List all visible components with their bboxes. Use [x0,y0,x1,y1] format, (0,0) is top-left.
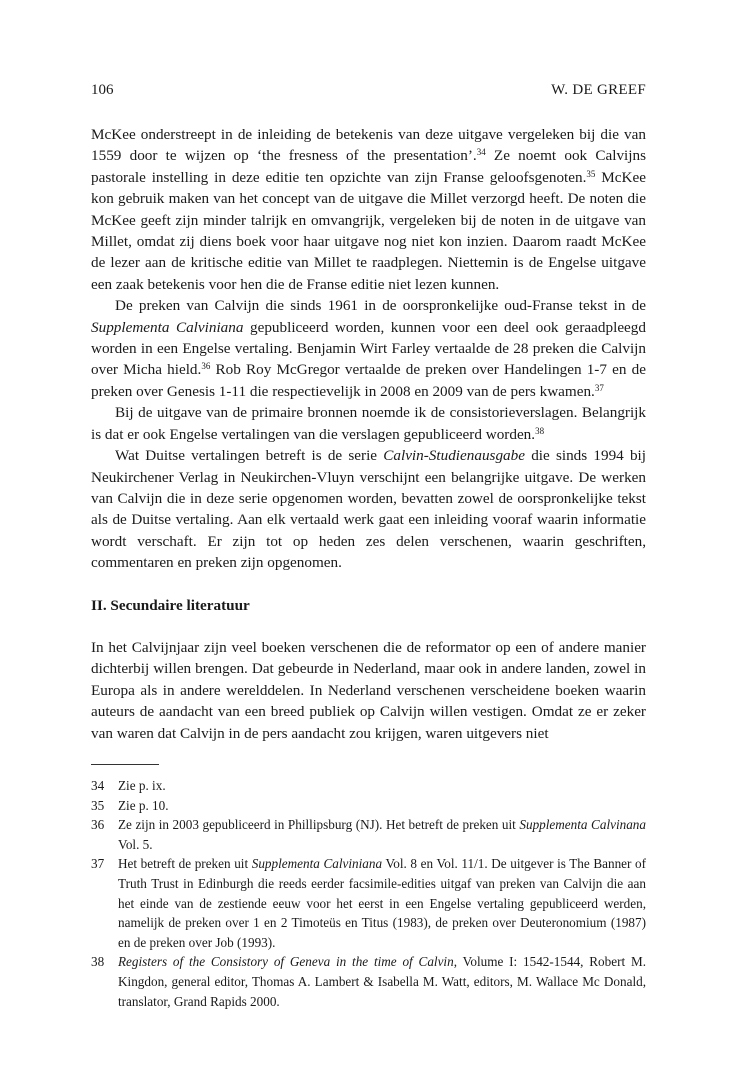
footnote-divider [91,764,159,765]
paragraph: McKee onderstreept in de inleiding de betekenis van deze uitgave vergeleken bij die van 1559 door te wijzen op ‘the fresness of the presentation’.$^{34}$ Ze noemt ook Calvijns pastorale instelling in deze editie ten opzichte van zijn Franse geloofsgenoten.$^{35}$ McKee kon gebruik maken van het concept van de uitgave die Millet verzorgd heeft. De noten die McKee geeft zijn minder talrijk en omvangrijk, vergeleken bij de noten in de uitgave van Millet, omdat zij diens boek voor haar uitgave nog niet kon inzien. Daarom raadt McKee de lezer aan de kritische editie van Millet te raadplegen. Niettemin is de Engelse uitgave een zaak betekenis voor hen die de Franse editie niet lezen kunnen. [91,126,646,293]
footnote-ref: 37 [594,382,604,393]
footnote-ref: 35 [586,168,596,179]
footnote: 35 Zie p. 10. [91,796,646,816]
page [91,0,646,1068]
page-number: 106 [91,82,114,98]
paragraph: Wat Duitse vertalingen betreft is de serie Calvin-Studienausgabe die sinds 1994 bij Neukirchener Verlag in Neukirchen-Vluyn verschijnt een belangrijke uitgave. De werken van Calvijn die in deze serie opgenomen worden, bevatten zowel de oorspronkelijke tekst als de Duitse vertaling. Aan elk vertaald werk gaat een inleiding vooraf waarin informatie wordt verschaft. Er zijn tot op heden zes delen verschenen, waarin geschriften, commentaren en preken zijn opgenomen. [91,447,646,572]
footnote-ref: 36 [201,361,211,372]
footnote: 36 Ze zijn in 2003 gepubliceerd in Phillipsburg (NJ). Het betreft de preken uit Supplementa Calvinana Vol. 5. [91,817,646,852]
footnote-number: 36 [91,817,105,833]
paragraph: De preken van Calvijn die sinds 1961 in de oorspronkelijke oud-Franse tekst in de Supplementa Calviniana gepubliceerd worden, kunnen voor een deel ook geraadpleegd worden in een Engelse vertaling. Benjamin Wirt Farley vertaalde de 28 preken die Calvijn over Micha hield.$^{36}$ Rob Roy McGregor vertaalde de preken over Handelingen 1-7 en de preken over Genesis 1-11 die respectievelijk in 2008 en 2009 van de pers kwamen.$^{37}$ [91,297,646,400]
body-text [91,124,646,744]
paragraph: Bij de uitgave van de primaire bronnen noemde ik de consistorieverslagen. Belangrijk is dat er ook Engelse vertalingen van die verslagen gepubliceerd worden.$^{38}$ [91,404,646,443]
footnotes [91,776,646,1011]
section-heading: II. Secundaire literatuur [91,596,250,614]
footnote-ref: 34 [476,147,486,158]
footnote: 38 Registers of the Consistory of Geneva in the time of Calvin, Volume I: 1542-1544, Robert M. Kingdon, general editor, Thomas A. Lambert & Isabella M. Watt, editors, M. Wallace Mc Donald, translator, Grand Rapids 2000. [91,954,646,1009]
running-head: W. DE GREEF [551,82,646,98]
footnote-number: 35 [91,797,105,813]
footnote-number: 34 [91,778,105,793]
paragraph: In het Calvijnjaar zijn veel boeken verschenen die de reformator op een of andere manier dichterbij willen brengen. Dat gebeurde in Nederland, maar ook in andere landen, zowel in Europa als in andere werelddelen. In Nederland verschenen verscheidene boeken waarin auteurs de aandacht van een breed publiek op Calvijn willen vestigen. Omdat ze er zeker van waren dat Calvijn in de pers aandacht zou krijgen, waren uitgevers niet [91,638,646,742]
footnote-ref: 38 [535,425,545,436]
footnote-number: 37 [91,856,105,872]
italic-title: Calvin-Studienausgabe [383,447,525,465]
page-header [91,80,646,100]
footnote: 37 Het betreft de preken uit Supplementa Calviniana Vol. 8 en Vol. 11/1. De uitgever is The Banner of Truth Trust in Edinburgh die reeds eerder facsimile-edities uitgaf van preken van Calvijn die aan het einde van de zestiende eeuw voor het eerst in een Engelse vertaling gepubliceerd werden, namelijk de preken over 1 en 2 Timoteüs en Titus (1983), de preken over Deuteronomium (1987) en de preken over Job (1993). [91,856,647,950]
footnote: 34 Zie p. ix. [91,776,646,796]
footnote-number: 38 [91,954,105,970]
italic-title: Supplementa Calviniana [91,318,244,336]
